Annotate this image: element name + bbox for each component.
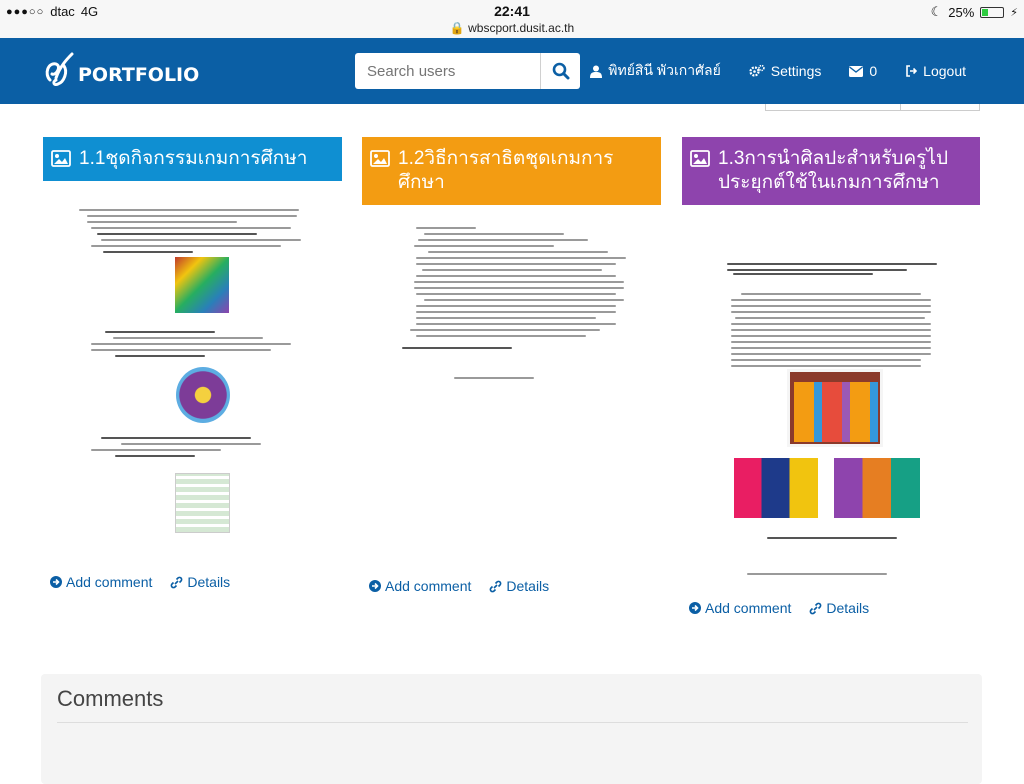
document-text-line [416,257,626,259]
logout-link[interactable] [891,63,1024,79]
document-text-line [416,311,616,313]
card-title: 1.1ชุดกิจกรรมเกมการศึกษา [79,148,308,169]
network-label: 4G [80,4,99,19]
card-header[interactable] [682,137,980,205]
divider [57,722,968,723]
document-text-line [731,329,931,331]
add-comment-label: Add comment [66,574,153,590]
messages-count: 0 [869,63,878,79]
settings-label: Settings [770,63,822,79]
comments-title: Comments [57,686,164,711]
search-input[interactable] [355,53,540,89]
document-text-line [91,349,271,351]
details-label: Details [826,600,870,616]
document-text-line [731,353,931,355]
document-text-line [731,311,931,313]
lock-icon: 🔒 [449,21,465,35]
portfolio-card [682,137,980,579]
logo-glyph-icon [42,50,76,90]
document-text-line [416,263,616,265]
carrier-label: dtac [50,4,75,19]
document-text-line [101,437,251,439]
document-text-line [97,233,257,235]
arrow-circle-right-icon [689,602,701,614]
top-navbar [0,38,1024,104]
document-text-line [747,573,887,575]
document-text-line [733,273,873,275]
document-text-line [91,343,291,345]
add-comment-label: Add comment [385,578,472,594]
card-actions [50,574,230,590]
gears-icon [749,64,765,78]
status-bar [0,0,1024,38]
game-photo [175,473,230,533]
portfolio-logo[interactable] [42,50,199,99]
document-text-line [731,323,931,325]
details-link[interactable] [489,578,549,594]
document-text-line [101,239,301,241]
envelope-icon [849,66,863,77]
details-label: Details [187,574,231,590]
picture-icon [370,150,390,167]
document-text-line [416,227,476,229]
arrow-circle-right-icon [369,580,381,592]
sign-out-icon [905,65,917,77]
link-icon [489,580,502,593]
card-header[interactable] [362,137,661,205]
search-icon [552,62,570,80]
card-title: 1.2วิธีการสาธิตชุดเกมการศึกษา [398,148,614,193]
picture-icon [51,150,71,167]
card-actions [369,578,549,594]
document-thumbnail[interactable] [687,217,975,579]
document-text-line [727,269,907,271]
document-text-line [416,335,586,337]
document-text-line [115,455,195,457]
add-comment-button[interactable] [369,578,471,594]
details-label: Details [506,578,550,594]
document-text-line [416,293,616,295]
card-actions [689,600,869,616]
document-text-line [424,299,624,301]
document-text-line [422,269,602,271]
document-text-line [91,245,281,247]
document-text-line [402,347,512,349]
document-text-line [424,233,564,235]
link-icon [809,602,822,615]
document-text-line [121,443,261,445]
document-text-line [414,281,624,283]
document-text-line [767,537,897,539]
document-text-line [731,359,921,361]
document-text-line [91,449,221,451]
document-thumbnail[interactable] [43,197,342,546]
document-text-line [731,335,931,337]
battery-icon [980,7,1004,18]
card-header[interactable] [43,137,342,181]
signal-icon: ●●●○○ [6,5,45,18]
add-comment-button[interactable] [689,600,791,616]
document-text-line [79,209,299,211]
game-photo [731,455,821,521]
document-text-line [414,245,554,247]
game-photo [787,369,883,447]
document-text-line [416,275,616,277]
document-text-line [731,341,931,343]
messages-link[interactable] [835,63,891,79]
document-text-line [87,221,237,223]
document-text-line [113,337,263,339]
document-text-line [418,239,588,241]
logout-label: Logout [923,63,966,79]
document-text-line [87,215,297,217]
details-link[interactable] [170,574,230,590]
document-text-line [731,305,931,307]
document-text-line [741,293,921,295]
arrow-circle-right-icon [50,576,62,588]
document-text-line [735,317,925,319]
add-comment-label: Add comment [705,600,792,616]
details-link[interactable] [809,600,869,616]
nav-links [576,38,1024,104]
document-thumbnail[interactable] [362,221,661,570]
url-text: wbscport.dusit.ac.th [468,21,575,35]
document-text-line [731,365,921,367]
partial-tab-bar [765,104,980,111]
clock: 22:41 [494,3,530,19]
document-text-line [731,347,931,349]
game-photo [176,367,230,423]
add-comment-button[interactable] [50,574,152,590]
logo-text: PORTFOLIO [78,63,200,86]
moon-icon: ☾ [930,4,943,19]
document-text-line [115,355,205,357]
user-icon [590,65,602,78]
document-text-line [727,263,937,265]
document-text-line [414,287,624,289]
document-text-line [91,227,291,229]
document-text-line [731,299,931,301]
portfolio-card [362,137,661,570]
address-bar[interactable] [0,21,1024,35]
document-text-line [416,317,596,319]
document-text-line [410,329,600,331]
document-text-line [428,251,608,253]
search-form [355,53,580,89]
search-button[interactable] [540,53,580,89]
user-profile-link[interactable] [576,60,735,82]
picture-icon [690,150,710,167]
game-photo [175,257,229,313]
settings-link[interactable] [735,63,836,79]
document-text-line [416,305,616,307]
document-text-line [103,251,193,253]
link-icon [170,576,183,589]
portfolio-card [43,137,342,546]
user-name: พิทย์สินี พัวเกาศัลย์ [608,62,721,78]
charging-icon: ⚡ [1010,6,1018,19]
game-photo [831,455,923,521]
card-title: 1.3การนำศิลปะสำหรับครูไปประยุกต์ใช้ในเกมการศึกษา [718,148,949,193]
logo-mark [42,50,76,99]
document-text-line [454,377,534,379]
document-text-line [416,323,616,325]
battery-percent: 25% [948,4,975,20]
document-text-line [105,331,215,333]
